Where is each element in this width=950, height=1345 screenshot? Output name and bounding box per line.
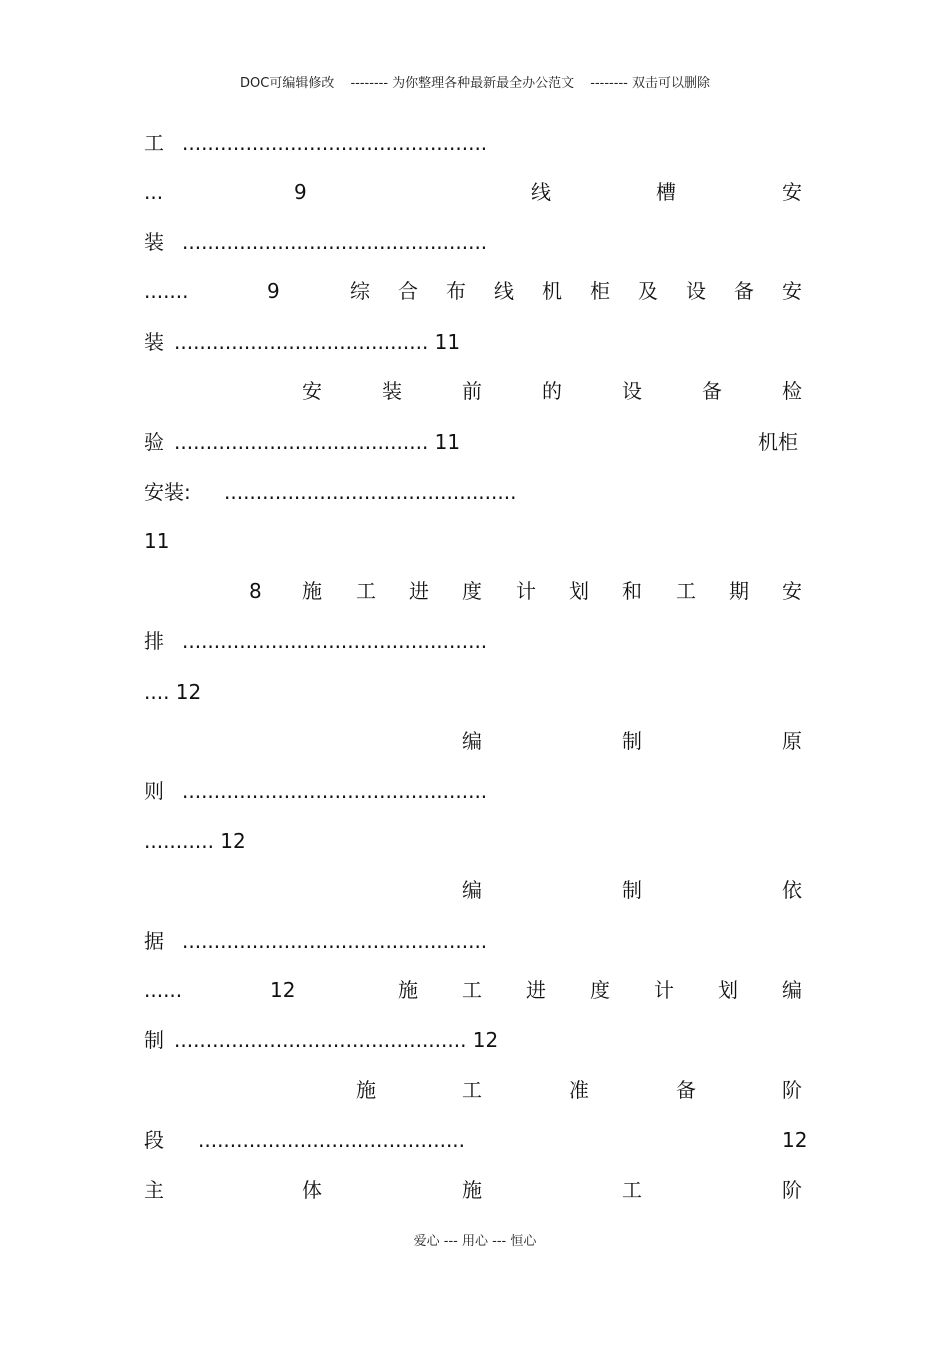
toc-text: 工 (462, 1078, 482, 1102)
toc-line-7 (144, 428, 806, 456)
toc-leader: ................................................ (182, 230, 488, 254)
header-left: DOC可编辑修改 (240, 76, 335, 91)
toc-page-number: .... 12 (144, 680, 202, 704)
toc-line-11 (144, 627, 806, 655)
toc-line-21 (144, 1126, 806, 1154)
toc-text: 槽 (656, 180, 676, 204)
toc-text: 装 (144, 230, 164, 254)
toc-text: 机 (542, 279, 562, 303)
toc-leader: .............................................. (224, 480, 517, 504)
toc-text: 工 (462, 978, 482, 1002)
toc-line-6 (144, 377, 806, 405)
toc-line-9 (144, 527, 806, 555)
toc-text: 及 (638, 279, 658, 303)
toc-line-2 (144, 178, 806, 206)
header-right: -------- 双击可以删除 (590, 76, 710, 91)
toc-leader: ................................................ (182, 629, 488, 653)
toc-leader: ........................................ 11 (174, 330, 461, 354)
toc-line-1 (144, 129, 806, 157)
toc-text: 准 (569, 1078, 589, 1102)
toc-text: 装 (382, 379, 402, 403)
toc-text: 安 (782, 180, 802, 204)
toc-line-15 (144, 827, 806, 855)
toc-text: 设 (686, 279, 706, 303)
toc-page-number: 11 (144, 529, 170, 553)
toc-line-17 (144, 927, 806, 955)
toc-text: 划 (718, 978, 738, 1002)
toc-leader: ........................................ 11 (174, 430, 461, 454)
toc-text: 则 (144, 779, 164, 803)
toc-text: 阶 (782, 1078, 802, 1102)
toc-text: 备 (702, 379, 722, 403)
header-middle: -------- 为你整理各种最新最全办公范文 (350, 76, 575, 91)
toc-text: 进 (526, 978, 546, 1002)
toc-line-3 (144, 228, 806, 256)
toc-leader: ....... (144, 279, 189, 303)
toc-text: 安装: (144, 480, 191, 504)
toc-text: 和 (622, 579, 642, 603)
toc-text: 工 (144, 131, 164, 155)
toc-text: 备 (734, 279, 754, 303)
toc-line-18 (144, 976, 806, 1004)
toc-text: 前 (462, 379, 482, 403)
toc-text: 的 (542, 379, 562, 403)
toc-text: 线 (531, 180, 551, 204)
toc-text: 原 (782, 729, 802, 753)
toc-line-20 (144, 1076, 806, 1104)
toc-text: 布 (446, 279, 466, 303)
toc-leader: .......................................... (198, 1128, 466, 1152)
toc-text: 制 (622, 878, 642, 902)
toc-page-number: ........... 12 (144, 829, 246, 853)
toc-text: 施 (302, 579, 322, 603)
toc-leader: ................................................ (182, 131, 488, 155)
toc-text: 排 (144, 629, 164, 653)
toc-line-4 (144, 277, 806, 305)
toc-text: 计 (654, 978, 674, 1002)
toc-text: 施 (398, 978, 418, 1002)
toc-text: 主 (144, 1178, 164, 1202)
toc-text: 工 (622, 1178, 642, 1202)
toc-text: 机柜 (758, 430, 798, 454)
toc-text: 设 (622, 379, 642, 403)
toc-text: 依 (782, 878, 802, 902)
toc-leader: ................................................ (182, 779, 488, 803)
toc-text: 制 (622, 729, 642, 753)
toc-page-number: 9 (294, 180, 307, 204)
toc-leader: ................................................ (182, 929, 488, 953)
toc-text: 安 (782, 279, 802, 303)
toc-line-22 (144, 1176, 806, 1204)
toc-line-8 (144, 478, 806, 506)
toc-text: 施 (462, 1178, 482, 1202)
page-footer: 爱心 --- 用心 --- 恒心 (413, 1234, 537, 1249)
toc-page-number: 12 (782, 1128, 808, 1152)
toc-line-12 (144, 678, 806, 706)
toc-text: 施 (356, 1078, 376, 1102)
toc-leader: ...... (144, 978, 183, 1002)
toc-text: 工 (356, 579, 376, 603)
toc-text: 验 (144, 430, 164, 454)
toc-text: 段 (144, 1128, 164, 1152)
toc-text: 装 (144, 330, 164, 354)
toc-text: 编 (462, 878, 482, 902)
toc-page-number: 9 (267, 279, 280, 303)
toc-text: 编 (462, 729, 482, 753)
toc-text: 备 (676, 1078, 696, 1102)
toc-page-number: 12 (270, 978, 296, 1002)
toc-text: 度 (462, 579, 482, 603)
toc-text: 编 (782, 978, 802, 1002)
toc-line-19 (144, 1026, 806, 1054)
toc-text: 计 (516, 579, 536, 603)
toc-line-5 (144, 328, 806, 356)
toc-text: 综 (350, 279, 370, 303)
toc-line-13 (144, 727, 806, 755)
toc-text: ... (144, 180, 164, 204)
toc-text: 阶 (782, 1178, 802, 1202)
toc-line-14 (144, 777, 806, 805)
toc-leader: .............................................. 12 (174, 1028, 499, 1052)
toc-line-16 (144, 876, 806, 904)
toc-line-10 (144, 577, 806, 605)
toc-text: 线 (494, 279, 514, 303)
toc-text: 工 (676, 579, 696, 603)
toc-text: 体 (302, 1178, 322, 1202)
toc-text: 安 (302, 379, 322, 403)
toc-text: 进 (409, 579, 429, 603)
toc-text: 检 (782, 379, 802, 403)
page-header (0, 72, 950, 91)
toc-text: 制 (144, 1028, 164, 1052)
toc-text: 8 (249, 579, 262, 603)
toc-text: 划 (569, 579, 589, 603)
toc-text: 度 (590, 978, 610, 1002)
toc-text: 期 (729, 579, 749, 603)
toc-text: 安 (782, 579, 802, 603)
toc-text: 合 (398, 279, 418, 303)
toc-text: 柜 (590, 279, 610, 303)
toc-text: 据 (144, 929, 164, 953)
